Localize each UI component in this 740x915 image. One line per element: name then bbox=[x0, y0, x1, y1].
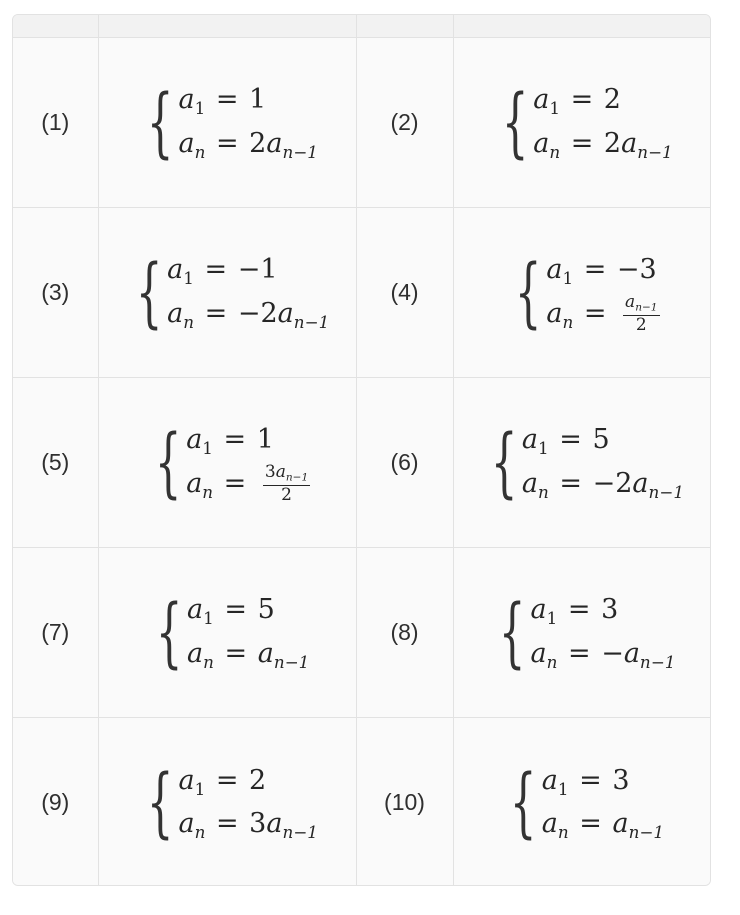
rhs-term: a bbox=[266, 808, 283, 840]
recurrence-system bbox=[136, 78, 318, 165]
rhs-term: a bbox=[612, 808, 629, 840]
equation-cell bbox=[453, 207, 710, 377]
numerator-subscript: n−1 bbox=[285, 471, 309, 484]
subscript-n: n bbox=[546, 651, 558, 672]
term-a: a bbox=[178, 84, 195, 116]
equation-stack bbox=[522, 418, 684, 505]
recurrence-system bbox=[488, 588, 675, 675]
equation-stack bbox=[178, 759, 317, 846]
fraction-denominator: 2 bbox=[281, 484, 292, 505]
initial-value: 3 bbox=[612, 764, 630, 796]
table-header-row bbox=[13, 15, 710, 37]
left-brace: { bbox=[490, 417, 518, 506]
term-a: a bbox=[530, 594, 547, 626]
recurrence-relation bbox=[533, 122, 672, 166]
subscript-one: 1 bbox=[194, 98, 206, 119]
recurrence-relation bbox=[178, 802, 317, 846]
equation-label: (9) bbox=[13, 717, 98, 886]
rhs-subscript: n−1 bbox=[282, 822, 318, 843]
left-brace: { bbox=[155, 587, 183, 676]
numerator-term: a bbox=[625, 292, 636, 313]
rhs-term: a bbox=[621, 128, 638, 159]
equals-sign: = bbox=[570, 128, 594, 159]
equation-label: (2) bbox=[356, 37, 453, 207]
rhs-term: a bbox=[632, 468, 649, 499]
equals-sign: = bbox=[567, 594, 591, 626]
rhs-subscript: n−1 bbox=[639, 651, 676, 672]
term-a: a bbox=[187, 594, 204, 626]
fraction-numerator bbox=[263, 464, 310, 486]
initial-condition bbox=[522, 418, 610, 462]
left-brace: { bbox=[154, 417, 182, 506]
subscript-one: 1 bbox=[194, 778, 206, 799]
initial-condition bbox=[167, 248, 277, 292]
recurrence-system bbox=[125, 248, 329, 335]
equation-label: (7) bbox=[13, 547, 98, 717]
rhs-subscript: n−1 bbox=[282, 141, 318, 162]
initial-condition bbox=[186, 418, 274, 462]
equation-cell bbox=[98, 377, 356, 547]
term-a: a bbox=[546, 298, 563, 329]
equals-sign: = bbox=[215, 764, 239, 796]
numerator-coefficient: 3 bbox=[264, 462, 276, 483]
header-cell bbox=[13, 15, 98, 37]
equals-sign: = bbox=[224, 594, 248, 626]
subscript-one: 1 bbox=[549, 98, 560, 119]
fraction bbox=[623, 294, 659, 335]
term-a: a bbox=[541, 808, 558, 840]
recurrence-system bbox=[144, 418, 310, 505]
recurrence-system bbox=[480, 418, 684, 505]
recurrence-relation bbox=[178, 122, 317, 166]
term-a: a bbox=[546, 254, 563, 286]
equation-cell bbox=[98, 37, 356, 207]
equation-label: (8) bbox=[356, 547, 453, 717]
equals-sign: = bbox=[215, 84, 239, 116]
rhs-coefficient: 2 bbox=[249, 128, 267, 159]
equation-stack bbox=[178, 78, 317, 165]
recurrence-relation bbox=[167, 292, 329, 336]
subscript-n: n bbox=[562, 311, 574, 332]
equation-stack bbox=[167, 248, 329, 335]
equation-cell bbox=[453, 717, 710, 886]
subscript-one: 1 bbox=[538, 438, 549, 459]
term-a: a bbox=[178, 128, 195, 159]
initial-condition bbox=[178, 759, 266, 803]
rhs-coefficient: 2 bbox=[603, 128, 622, 159]
initial-value: 1 bbox=[249, 84, 267, 116]
header-cell bbox=[356, 15, 453, 37]
subscript-one: 1 bbox=[203, 608, 214, 629]
term-a: a bbox=[167, 298, 184, 329]
initial-condition bbox=[546, 248, 656, 292]
initial-value: 2 bbox=[249, 764, 267, 796]
equation-label: (4) bbox=[356, 207, 453, 377]
numerator-subscript: n−1 bbox=[635, 301, 658, 314]
rhs-term: a bbox=[623, 638, 640, 669]
equation-label: (3) bbox=[13, 207, 98, 377]
equation-label: (1) bbox=[13, 37, 98, 207]
equals-sign: = bbox=[567, 638, 591, 669]
equals-sign: = bbox=[583, 254, 607, 286]
left-brace: { bbox=[501, 77, 529, 166]
left-brace: { bbox=[499, 587, 526, 676]
initial-value: 5 bbox=[257, 594, 275, 626]
recurrence-system bbox=[136, 759, 318, 846]
equation-stack bbox=[533, 78, 672, 165]
equation-cell bbox=[453, 37, 710, 207]
recurrence-system bbox=[491, 78, 673, 165]
equation-stack bbox=[530, 588, 675, 675]
term-a: a bbox=[521, 468, 538, 499]
equals-sign: = bbox=[223, 468, 247, 499]
equals-sign: = bbox=[224, 638, 248, 669]
rhs-term: a bbox=[266, 128, 283, 159]
equation-cell bbox=[98, 547, 356, 717]
subscript-n: n bbox=[183, 311, 195, 332]
initial-value: 5 bbox=[592, 424, 610, 456]
term-a: a bbox=[178, 808, 195, 840]
table-row bbox=[13, 547, 710, 717]
subscript-n: n bbox=[194, 822, 206, 843]
subscript-one: 1 bbox=[562, 268, 574, 289]
rhs-term: a bbox=[257, 638, 274, 669]
equation-cell bbox=[453, 377, 710, 547]
rhs-subscript: n−1 bbox=[273, 651, 310, 672]
equals-sign: = bbox=[583, 298, 607, 329]
subscript-n: n bbox=[202, 481, 214, 502]
equals-sign: = bbox=[204, 254, 228, 286]
table-row bbox=[13, 37, 710, 207]
initial-condition bbox=[178, 78, 266, 122]
rhs-term: a bbox=[277, 298, 294, 329]
left-brace: { bbox=[135, 247, 163, 336]
term-a: a bbox=[167, 254, 184, 286]
table-row bbox=[13, 717, 710, 886]
rhs-subscript: n−1 bbox=[648, 481, 684, 502]
recurrence-relation bbox=[546, 292, 659, 336]
initial-value: 2 bbox=[603, 84, 621, 116]
equals-sign: = bbox=[570, 84, 594, 116]
subscript-n: n bbox=[203, 651, 214, 672]
equation-cell bbox=[98, 207, 356, 377]
rhs-coefficient: − bbox=[601, 638, 624, 669]
subscript-one: 1 bbox=[557, 778, 569, 799]
rhs-subscript: n−1 bbox=[637, 141, 673, 162]
initial-value: −3 bbox=[616, 254, 657, 286]
equation-label: (5) bbox=[13, 377, 98, 547]
table-row bbox=[13, 207, 710, 377]
equals-sign: = bbox=[223, 424, 247, 456]
left-brace: { bbox=[146, 77, 174, 166]
equation-label: (10) bbox=[356, 717, 453, 886]
recurrence-relation bbox=[542, 802, 664, 846]
recurrence-system bbox=[145, 588, 310, 675]
rhs-coefficient: −2 bbox=[237, 298, 278, 329]
initial-condition bbox=[542, 759, 630, 803]
subscript-n: n bbox=[549, 141, 561, 162]
term-a: a bbox=[533, 128, 550, 159]
equation-stack bbox=[186, 418, 310, 505]
table-row bbox=[13, 377, 710, 547]
recurrence-system bbox=[504, 248, 660, 335]
recurrence-table bbox=[12, 14, 711, 886]
subscript-n: n bbox=[194, 141, 206, 162]
recurrence-grid bbox=[13, 15, 710, 886]
rhs-coefficient: −2 bbox=[592, 468, 633, 499]
rhs-subscript: n−1 bbox=[293, 311, 330, 332]
initial-condition bbox=[530, 588, 618, 632]
subscript-n: n bbox=[538, 481, 549, 502]
initial-value: 3 bbox=[601, 594, 619, 626]
recurrence-relation bbox=[187, 632, 309, 676]
initial-value: 1 bbox=[256, 424, 274, 456]
term-a: a bbox=[187, 638, 204, 669]
left-brace: { bbox=[510, 757, 537, 847]
subscript-n: n bbox=[557, 822, 569, 843]
rhs-subscript: n−1 bbox=[628, 822, 665, 843]
initial-value: −1 bbox=[237, 254, 278, 286]
recurrence-system bbox=[499, 759, 664, 846]
equals-sign: = bbox=[579, 808, 602, 840]
equals-sign: = bbox=[579, 764, 602, 796]
equation-cell bbox=[453, 547, 710, 717]
initial-condition bbox=[533, 78, 621, 122]
equation-cell bbox=[98, 717, 356, 886]
equation-label: (6) bbox=[356, 377, 453, 547]
term-a: a bbox=[541, 764, 558, 796]
equation-stack bbox=[542, 759, 664, 846]
left-brace: { bbox=[146, 757, 174, 847]
recurrence-relation bbox=[186, 462, 310, 506]
rhs-coefficient: 3 bbox=[249, 808, 267, 840]
initial-condition bbox=[187, 588, 275, 632]
numerator-term: a bbox=[275, 462, 286, 483]
fraction bbox=[263, 464, 310, 505]
term-a: a bbox=[186, 468, 203, 499]
header-cell bbox=[453, 15, 710, 37]
subscript-one: 1 bbox=[183, 268, 194, 289]
term-a: a bbox=[521, 424, 538, 456]
term-a: a bbox=[530, 638, 547, 669]
equation-stack bbox=[187, 588, 309, 675]
subscript-one: 1 bbox=[202, 438, 213, 459]
fraction-denominator: 2 bbox=[635, 314, 647, 335]
term-a: a bbox=[178, 764, 195, 796]
equals-sign: = bbox=[215, 128, 239, 159]
equals-sign: = bbox=[559, 424, 582, 456]
equals-sign: = bbox=[204, 298, 228, 329]
fraction-numerator bbox=[623, 294, 659, 316]
equation-stack bbox=[546, 248, 659, 335]
term-a: a bbox=[186, 424, 203, 456]
recurrence-relation bbox=[522, 462, 684, 506]
subscript-one: 1 bbox=[546, 608, 558, 629]
recurrence-relation bbox=[530, 632, 675, 676]
left-brace: { bbox=[514, 247, 542, 336]
equals-sign: = bbox=[215, 808, 239, 840]
equals-sign: = bbox=[559, 468, 582, 499]
header-cell bbox=[98, 15, 356, 37]
term-a: a bbox=[533, 84, 550, 116]
